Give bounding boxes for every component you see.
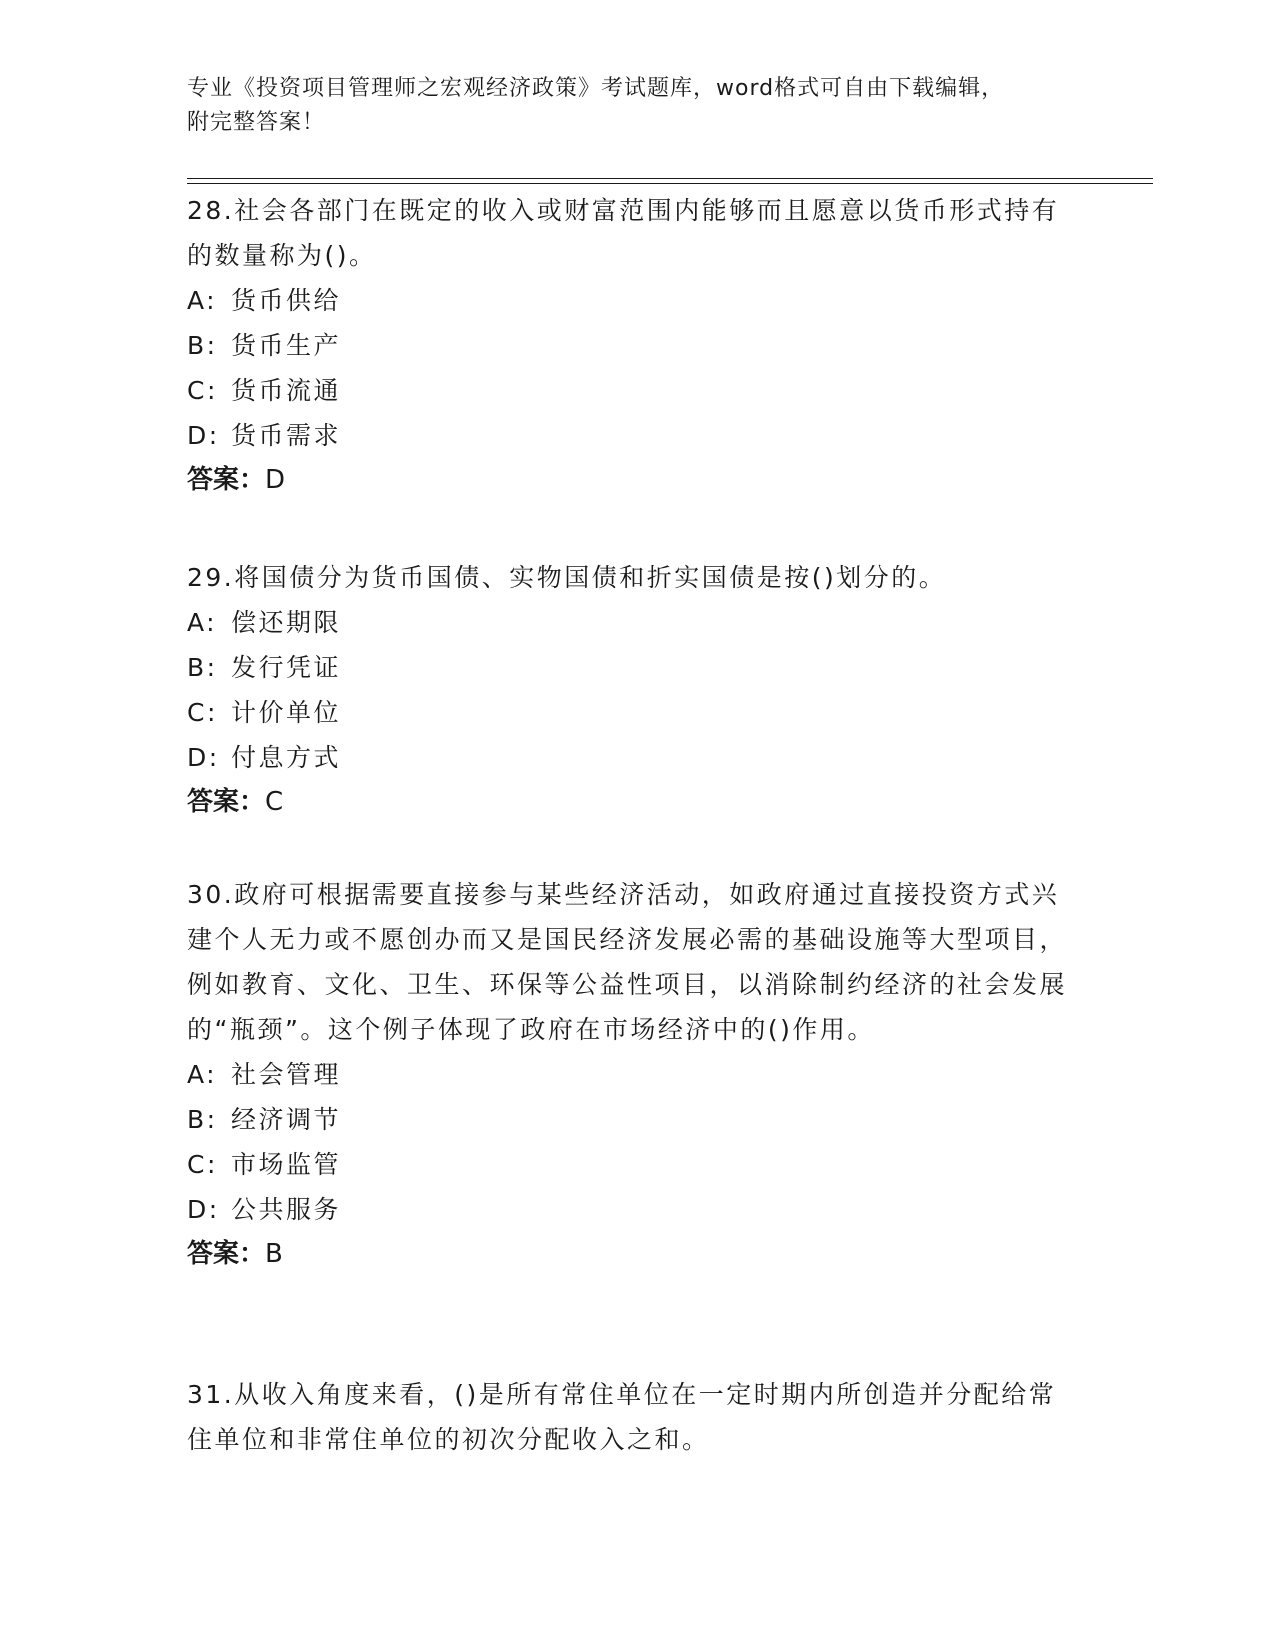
- option-letter: C:: [187, 698, 218, 727]
- option-c: [187, 1142, 1077, 1187]
- answer-value: D: [265, 465, 286, 495]
- option-letter: B:: [187, 331, 218, 360]
- option-b: [187, 323, 1077, 368]
- answer-label: 答案：: [187, 1239, 266, 1269]
- option-b: [187, 1097, 1077, 1142]
- option-letter: A:: [187, 1060, 218, 1089]
- answer-line: [187, 780, 1077, 825]
- option-letter: A:: [187, 608, 218, 637]
- option-a: [187, 600, 1077, 645]
- option-text: 发行凭证: [231, 653, 342, 682]
- header-line-1: 专业《投资项目管理师之宏观经济政策》考试题库，word格式可自由下载编辑，: [187, 76, 1005, 101]
- document-header: [187, 72, 1067, 140]
- question-stem: 28.社会各部门在既定的收入或财富范围内能够而且愿意以货币形式持有的数量称为()。: [187, 196, 1060, 270]
- option-d: [187, 1187, 1077, 1232]
- answer-label: 答案：: [187, 787, 266, 817]
- option-a: [187, 278, 1077, 323]
- option-list: [187, 278, 1077, 458]
- question-31: [187, 1372, 1077, 1462]
- header-line-2: 附完整答案！: [187, 110, 326, 135]
- question-stem: 29.将国债分为货币国债、实物国债和折实国债是按()划分的。: [187, 563, 947, 592]
- question-30: [187, 872, 1077, 1277]
- question-stem: 31.从收入角度来看，()是所有常住单位在一定时期内所创造并分配给常住单位和非常住单位的初次分配收入之和。: [187, 1380, 1057, 1454]
- question-29: [187, 555, 1077, 825]
- option-letter: D:: [187, 743, 220, 772]
- answer-line: [187, 1232, 1077, 1277]
- option-text: 公共服务: [231, 1195, 342, 1224]
- option-letter: C:: [187, 376, 218, 405]
- option-text: 付息方式: [231, 743, 342, 772]
- option-letter: C:: [187, 1150, 218, 1179]
- option-list: [187, 600, 1077, 780]
- option-letter: D:: [187, 421, 220, 450]
- answer-value: B: [265, 1239, 283, 1269]
- option-text: 计价单位: [231, 698, 342, 727]
- option-letter: D:: [187, 1195, 220, 1224]
- answer-label: 答案：: [187, 465, 266, 495]
- option-list: [187, 1052, 1077, 1232]
- option-text: 经济调节: [231, 1105, 342, 1134]
- answer-line: [187, 458, 1077, 503]
- option-letter: B:: [187, 1105, 218, 1134]
- option-text: 货币供给: [231, 286, 342, 315]
- option-c: [187, 690, 1077, 735]
- question-28: [187, 188, 1077, 503]
- option-text: 偿还期限: [231, 608, 342, 637]
- option-text: 货币需求: [231, 421, 342, 450]
- question-stem: 30.政府可根据需要直接参与某些经济活动，如政府通过直接投资方式兴建个人无力或不愿创办而又是国民经济发展必需的基础设施等大型项目，例如教育、文化、卫生、环保等公益性项目，以消除制约经济的社会发展的“瓶颈”。这个例子体现了政府在市场经济中的()作用。: [187, 880, 1068, 1044]
- option-letter: A:: [187, 286, 218, 315]
- option-d: [187, 735, 1077, 780]
- option-text: 社会管理: [231, 1060, 342, 1089]
- option-text: 市场监管: [231, 1150, 342, 1179]
- option-text: 货币生产: [231, 331, 342, 360]
- header-divider-bottom: [187, 183, 1153, 184]
- option-d: [187, 413, 1077, 458]
- header-divider-top: [187, 178, 1153, 179]
- option-b: [187, 645, 1077, 690]
- option-c: [187, 368, 1077, 413]
- option-a: [187, 1052, 1077, 1097]
- answer-value: C: [265, 787, 284, 817]
- option-text: 货币流通: [231, 376, 342, 405]
- option-letter: B:: [187, 653, 218, 682]
